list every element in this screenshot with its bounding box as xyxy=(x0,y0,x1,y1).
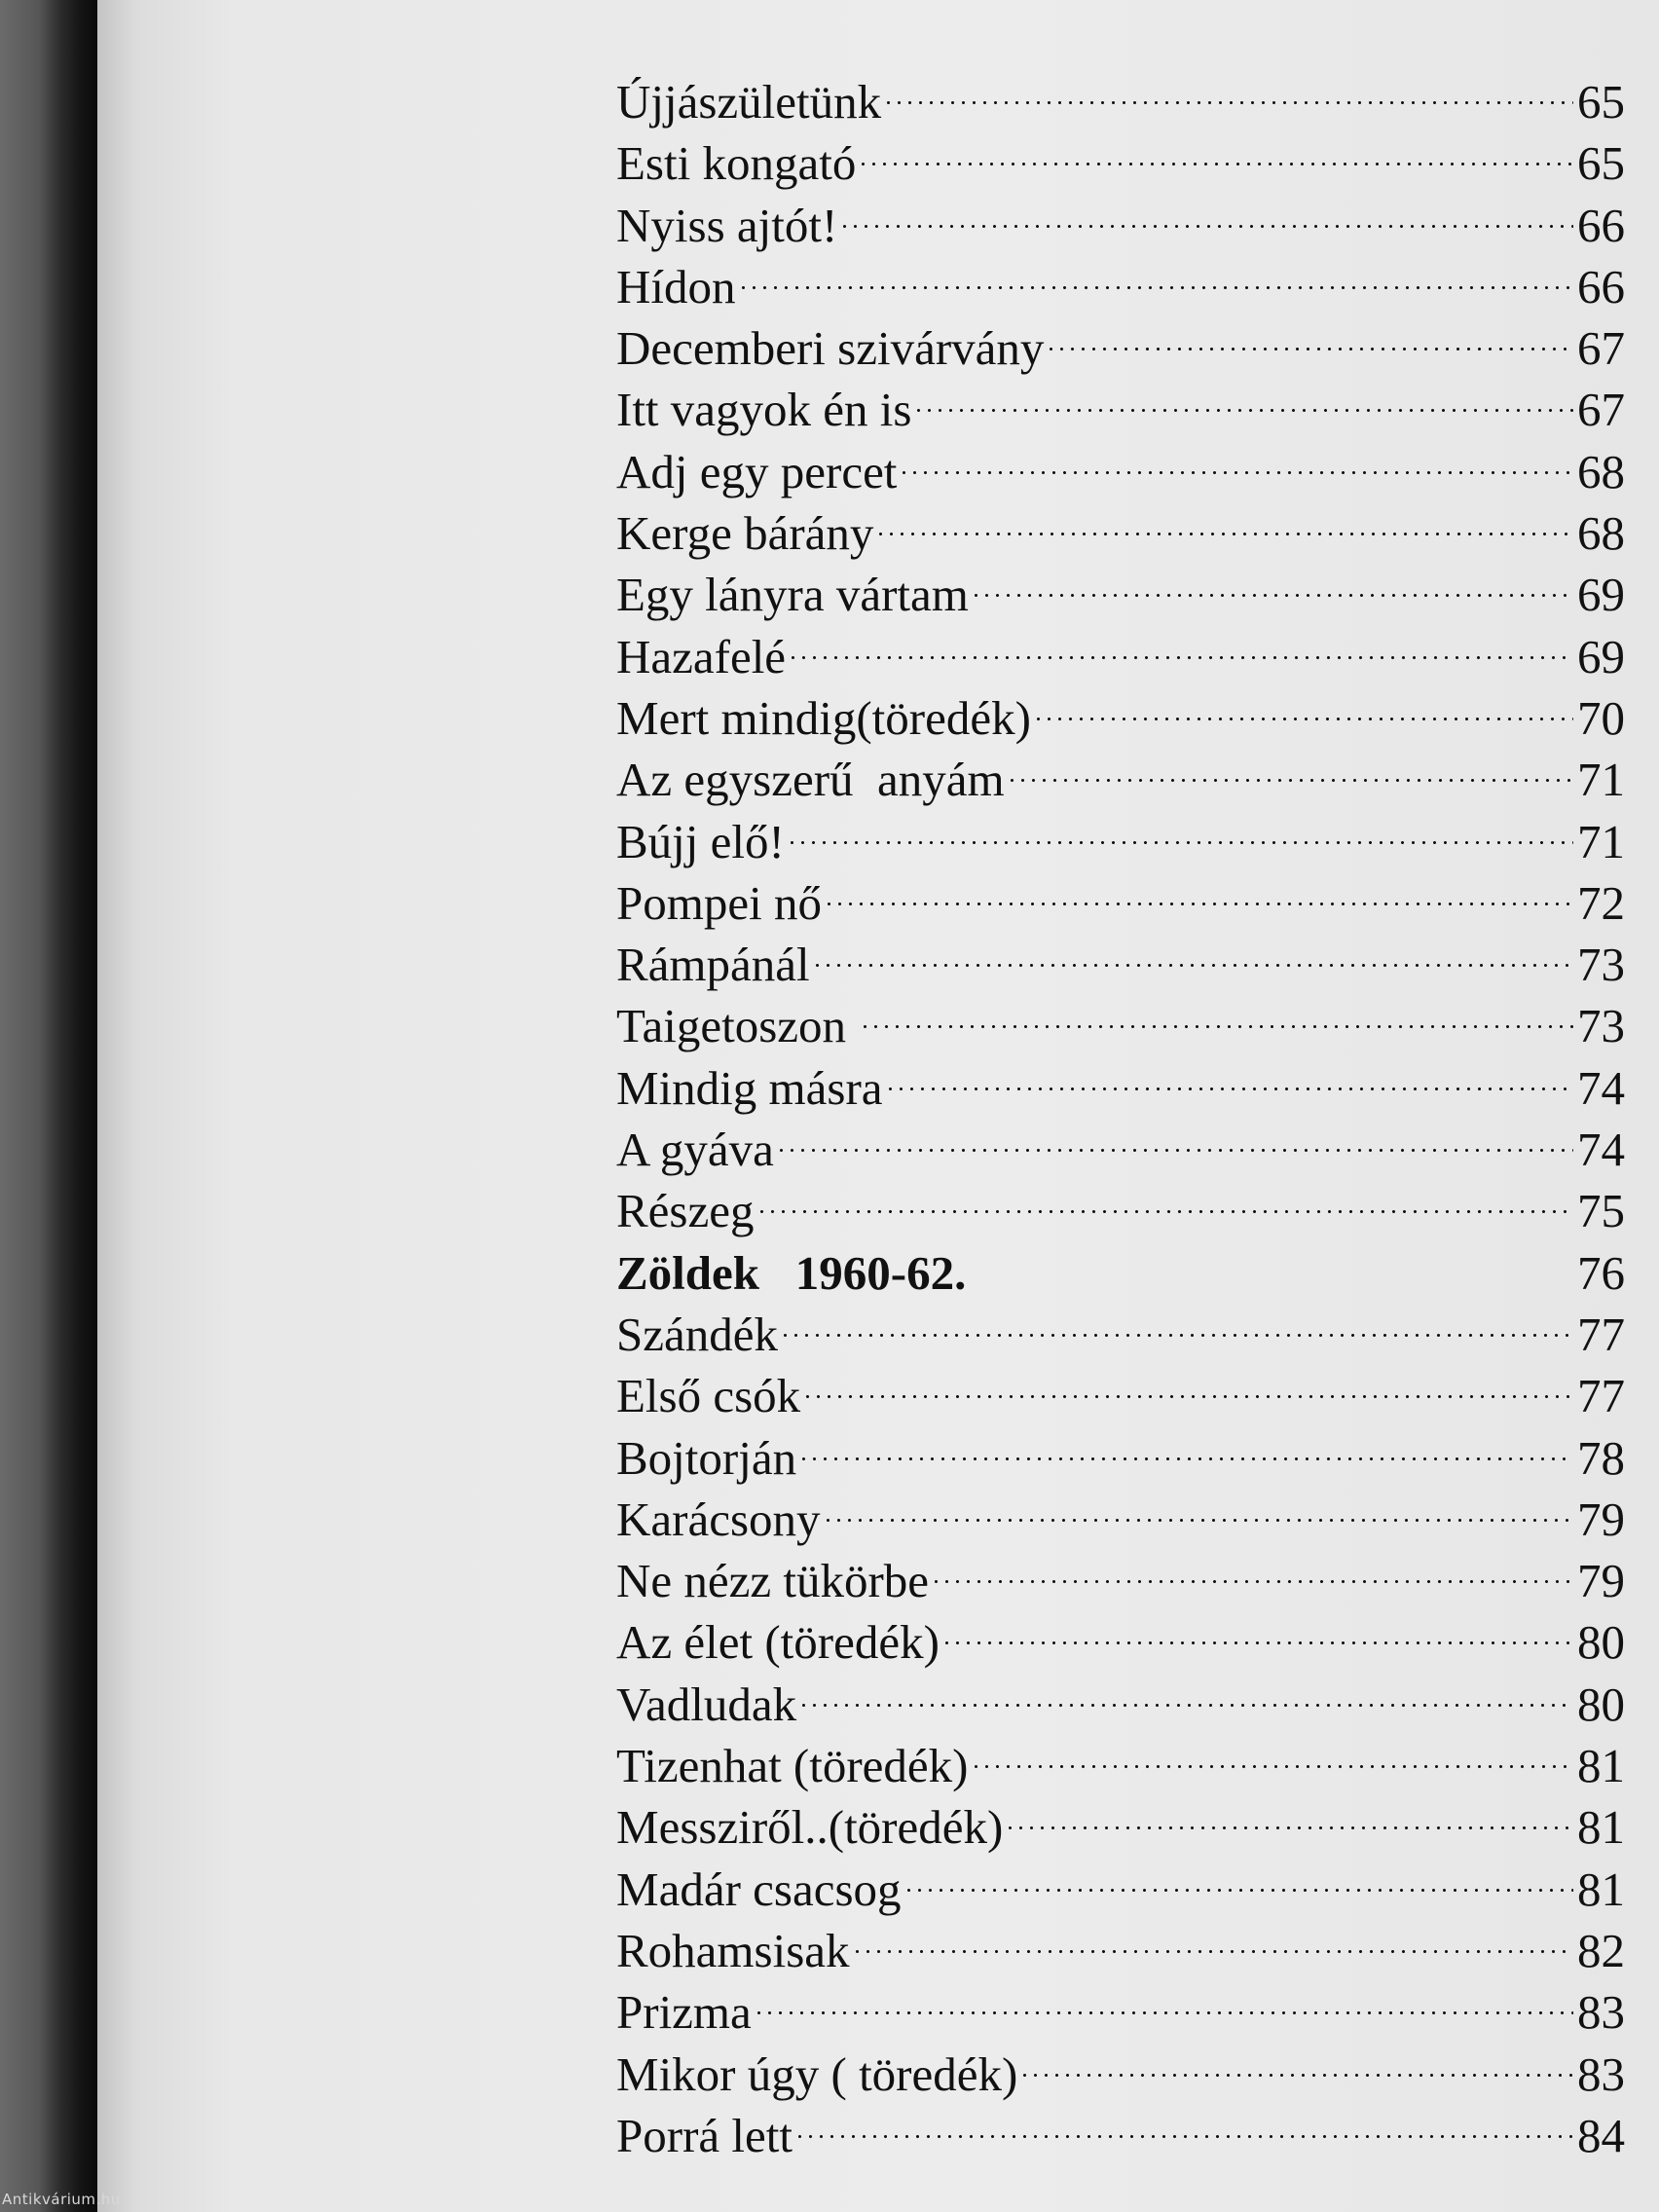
entry-page-number: 65 xyxy=(1577,136,1625,191)
toc-entry xyxy=(616,303,1625,376)
entry-title: Ne nézz tükörbe xyxy=(616,1554,930,1608)
toc-entry xyxy=(616,1967,1625,2040)
entry-page-number: 73 xyxy=(1577,999,1625,1053)
entry-page-number: 80 xyxy=(1577,1677,1625,1731)
entry-page-number: 68 xyxy=(1577,506,1625,561)
dot-leader xyxy=(752,1967,1575,2028)
book-spine xyxy=(0,0,97,2212)
dot-leader xyxy=(1003,1782,1575,1843)
entry-title: Tizenhat (töredék) xyxy=(616,1739,969,1793)
dot-leader xyxy=(800,1350,1575,1412)
entry-title: Esti kongató xyxy=(616,136,857,191)
section-spacer xyxy=(966,1228,1575,1289)
entry-page-number: 78 xyxy=(1577,1430,1625,1485)
entry-page-number: 81 xyxy=(1577,1800,1625,1855)
entry-title: Vadludak xyxy=(616,1677,797,1731)
entry-page-number: 83 xyxy=(1577,1985,1625,2040)
dot-leader xyxy=(1031,673,1575,734)
dot-leader xyxy=(778,1289,1575,1350)
entry-title: Madár csacsog xyxy=(616,1862,902,1916)
entry-title: Kerge bárány xyxy=(616,506,874,561)
dot-leader xyxy=(810,919,1575,980)
entry-title: Pompei nő xyxy=(616,875,822,930)
entry-title: Decemberi szivárvány xyxy=(616,321,1045,376)
entry-page-number: 82 xyxy=(1577,1923,1625,1977)
entry-title: Szándék xyxy=(616,1307,778,1361)
toc-section-heading xyxy=(616,1228,1625,1300)
dot-leader xyxy=(796,1659,1575,1720)
dot-leader xyxy=(902,1844,1575,1905)
dot-leader xyxy=(873,488,1575,549)
dot-leader xyxy=(897,426,1575,488)
entry-title: Az élet (töredék) xyxy=(616,1615,940,1670)
dot-leader xyxy=(856,118,1575,179)
entry-page-number: 81 xyxy=(1577,1862,1625,1916)
dot-leader xyxy=(821,1474,1575,1535)
dot-leader xyxy=(911,364,1575,425)
entry-page-number: 69 xyxy=(1577,629,1625,683)
dot-leader xyxy=(822,858,1575,919)
dot-leader xyxy=(774,1104,1575,1165)
toc-entry xyxy=(616,2029,1625,2101)
entry-title: Itt vagyok én is xyxy=(616,383,912,437)
dot-leader xyxy=(929,1535,1575,1597)
entry-page-number: 70 xyxy=(1577,690,1625,745)
entry-title: Rohamsisak xyxy=(616,1923,850,1977)
entry-page-number: 69 xyxy=(1577,568,1625,622)
dot-leader xyxy=(736,241,1576,303)
entry-title: Porrá lett xyxy=(616,2108,793,2162)
dot-leader xyxy=(1017,2029,1575,2090)
entry-title: Prizma xyxy=(616,1985,752,2040)
entry-title: Mindig másra xyxy=(616,1060,883,1115)
entry-title: Karácsony xyxy=(616,1492,821,1546)
entry-title: Az egyszerű anyám xyxy=(616,753,1005,807)
dot-leader xyxy=(969,549,1575,610)
section-page-number: 76 xyxy=(1577,1245,1625,1300)
entry-title: Újjászületünk xyxy=(616,75,882,129)
entry-page-number: 77 xyxy=(1577,1307,1625,1361)
dot-leader xyxy=(969,1720,1576,1782)
entry-page-number: 74 xyxy=(1577,1123,1625,1177)
watermark-text: Antikvárium.hu xyxy=(2,2191,121,2208)
entry-page-number: 83 xyxy=(1577,2046,1625,2101)
dot-leader xyxy=(850,1905,1575,1967)
dot-leader xyxy=(881,56,1575,118)
dot-leader xyxy=(786,611,1575,673)
dot-leader xyxy=(858,980,1575,1042)
entry-title: Nyiss ajtót! xyxy=(616,198,838,252)
dot-leader xyxy=(1044,303,1575,364)
entry-page-number: 65 xyxy=(1577,75,1625,129)
entry-page-number: 81 xyxy=(1577,1739,1625,1793)
entry-page-number: 75 xyxy=(1577,1184,1625,1238)
entry-page-number: 67 xyxy=(1577,321,1625,376)
entry-title: Hídon xyxy=(616,259,736,313)
dot-leader xyxy=(1005,734,1575,795)
dot-leader xyxy=(793,2090,1575,2152)
entry-title: Bújj elő! xyxy=(616,814,785,868)
entry-page-number: 80 xyxy=(1577,1615,1625,1670)
entry-page-number: 79 xyxy=(1577,1492,1625,1546)
entry-title: Mert mindig(töredék) xyxy=(616,690,1031,745)
entry-title: Taigetoszon xyxy=(616,999,859,1053)
entry-page-number: 74 xyxy=(1577,1060,1625,1115)
dot-leader xyxy=(755,1165,1576,1227)
entry-title: Bojtorján xyxy=(616,1430,797,1485)
entry-page-number: 66 xyxy=(1577,259,1625,313)
toc-entry xyxy=(616,241,1625,313)
entry-title: Első csók xyxy=(616,1369,801,1423)
entry-title: Hazafelé xyxy=(616,629,787,683)
toc-entry xyxy=(616,56,1625,129)
entry-title: Részeg xyxy=(616,1184,755,1238)
toc-entry xyxy=(616,1165,1625,1238)
section-title: Zöldek 1960-62. xyxy=(616,1245,967,1300)
entry-title: Rámpánál xyxy=(616,938,810,992)
entry-page-number: 77 xyxy=(1577,1369,1625,1423)
entry-page-number: 71 xyxy=(1577,753,1625,807)
entry-title: Adj egy percet xyxy=(616,444,898,498)
dot-leader xyxy=(796,1413,1575,1474)
entry-page-number: 72 xyxy=(1577,875,1625,930)
entry-page-number: 84 xyxy=(1577,2108,1625,2162)
entry-page-number: 67 xyxy=(1577,383,1625,437)
entry-title: Mikor úgy ( töredék) xyxy=(616,2046,1018,2101)
dot-leader xyxy=(883,1043,1575,1104)
dot-leader xyxy=(785,796,1575,858)
entry-page-number: 71 xyxy=(1577,814,1625,868)
table-of-contents xyxy=(616,56,1625,2162)
entry-page-number: 73 xyxy=(1577,938,1625,992)
entry-page-number: 66 xyxy=(1577,198,1625,252)
book-page xyxy=(97,0,1659,2212)
entry-title: Messziről..(töredék) xyxy=(616,1800,1004,1855)
entry-page-number: 68 xyxy=(1577,444,1625,498)
dot-leader xyxy=(837,180,1575,241)
entry-page-number: 79 xyxy=(1577,1554,1625,1608)
dot-leader xyxy=(940,1597,1575,1658)
entry-title: A gyáva xyxy=(616,1123,774,1177)
entry-title: Egy lányra vártam xyxy=(616,568,969,622)
